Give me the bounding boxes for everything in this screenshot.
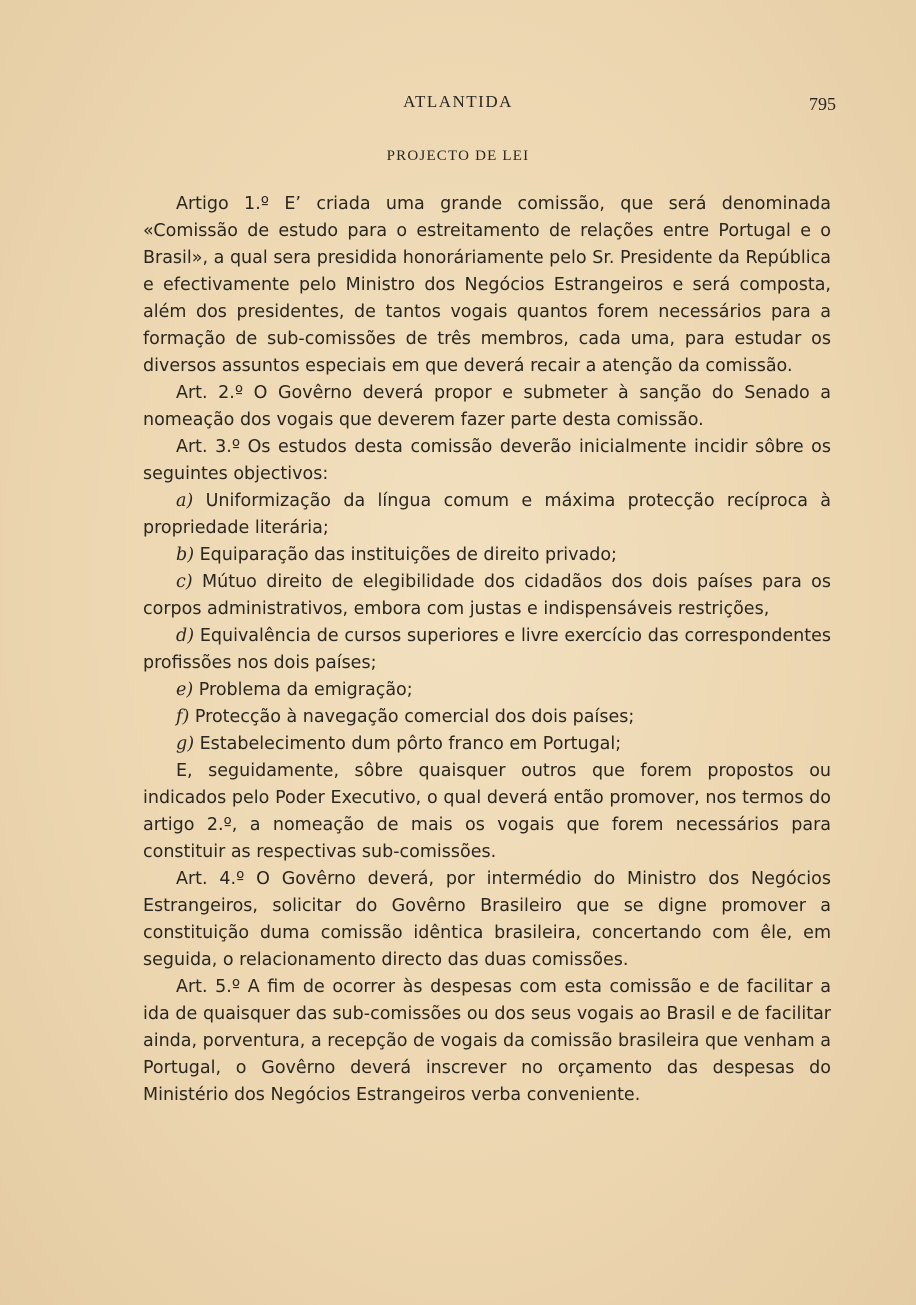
list-marker: a)	[176, 491, 194, 511]
list-item-b	[143, 542, 831, 569]
list-item-text: Mútuo direito de elegibilidade dos cidadãos dos dois países para os corpos administrativos, embora com justas e indispensáveis restrições,	[143, 572, 831, 619]
running-title: ATLANTIDA	[403, 92, 513, 111]
list-item-f	[143, 704, 831, 731]
list-marker: e)	[176, 680, 194, 700]
paragraph-text: E, seguidamente, sôbre quaisquer outros que forem propostos ou indicados pelo Poder Executivo, o qual deverá então promover, nos termos do artigo 2.º, a nomeação de mais os vogais que forem necessários para constituir as respectivas sub-comissões.	[143, 761, 831, 862]
article-5-paragraph	[143, 974, 831, 1109]
list-marker: f)	[176, 707, 190, 727]
paragraph-text: Art. 5.º A fim de ocorrer às despesas com esta comissão e de facilitar a ida de quaisquer das sub-comissões ou dos seus vogais ao Brasil e de facilitar ainda, porventura, a recepção de vogais da comissão brasileira que venham a Portugal, o Govêrno deverá inscrever no orçamento das despesas do Ministério dos Negócios Estrangeiros verba conveniente.	[143, 977, 831, 1105]
list-marker: c)	[176, 572, 193, 592]
page-number: 795	[809, 94, 836, 114]
list-item-text: Equiparação das instituições de direito privado;	[199, 545, 617, 565]
article-3-paragraph	[143, 434, 831, 488]
list-marker: d)	[176, 626, 195, 646]
paragraph-text: Art. 2.º O Govêrno deverá propor e submeter à sanção do Senado a nomeação dos vogais que deverem fazer parte desta comissão.	[143, 383, 831, 430]
list-marker: b)	[176, 545, 195, 565]
list-item-text: Uniformização da língua comum e máxima protecção recíproca à propriedade literária;	[143, 491, 831, 538]
list-item-c	[143, 569, 831, 623]
section-title: PROJECTO DE LEI	[386, 148, 530, 164]
article-1-paragraph	[143, 191, 831, 380]
article-2-paragraph	[143, 380, 831, 434]
list-marker: g)	[176, 734, 195, 754]
list-item-g	[143, 731, 831, 758]
paragraph-text: Art. 3.º Os estudos desta comissão deverão inicialmente incidir sôbre os seguintes objectivos:	[143, 437, 831, 484]
list-item-text: Protecção à navegação comercial dos dois países;	[194, 707, 635, 727]
continuation-paragraph	[143, 758, 831, 866]
document-body	[143, 191, 831, 1109]
list-item-text: Estabelecimento dum pôrto franco em Portugal;	[199, 734, 622, 754]
paragraph-text: Artigo 1.º E’ criada uma grande comissão, que será denominada «Comissão de estudo para o estreitamento de relações entre Portugal e o Brasil», a qual sera presidida honoráriamente pelo Sr. Presidente da República e efectivamente pelo Ministro dos Negócios Estrangeiros e será composta, além dos presidentes, de tantos vogais quantos forem necessários para a formação de sub-comissões de três membros, cada uma, para estudar os diversos assuntos especiais em que deverá recair a atenção da comissão.	[143, 194, 831, 376]
paragraph-text: Art. 4.º O Govêrno deverá, por intermédio do Ministro dos Negócios Estrangeiros, solicitar do Govêrno Brasileiro que se digne promover a constituição duma comissão idêntica brasileira, concertando com êle, em seguida, o relacionamento directo das duas comissões.	[143, 869, 831, 970]
list-item-e	[143, 677, 831, 704]
article-4-paragraph	[143, 866, 831, 974]
list-item-text: Problema da emigração;	[198, 680, 413, 700]
list-item-a	[143, 488, 831, 542]
list-item-text: Equivalência de cursos superiores e livre exercício das correspondentes profissões nos dois países;	[143, 626, 831, 673]
page-header	[0, 90, 916, 120]
list-item-d	[143, 623, 831, 677]
